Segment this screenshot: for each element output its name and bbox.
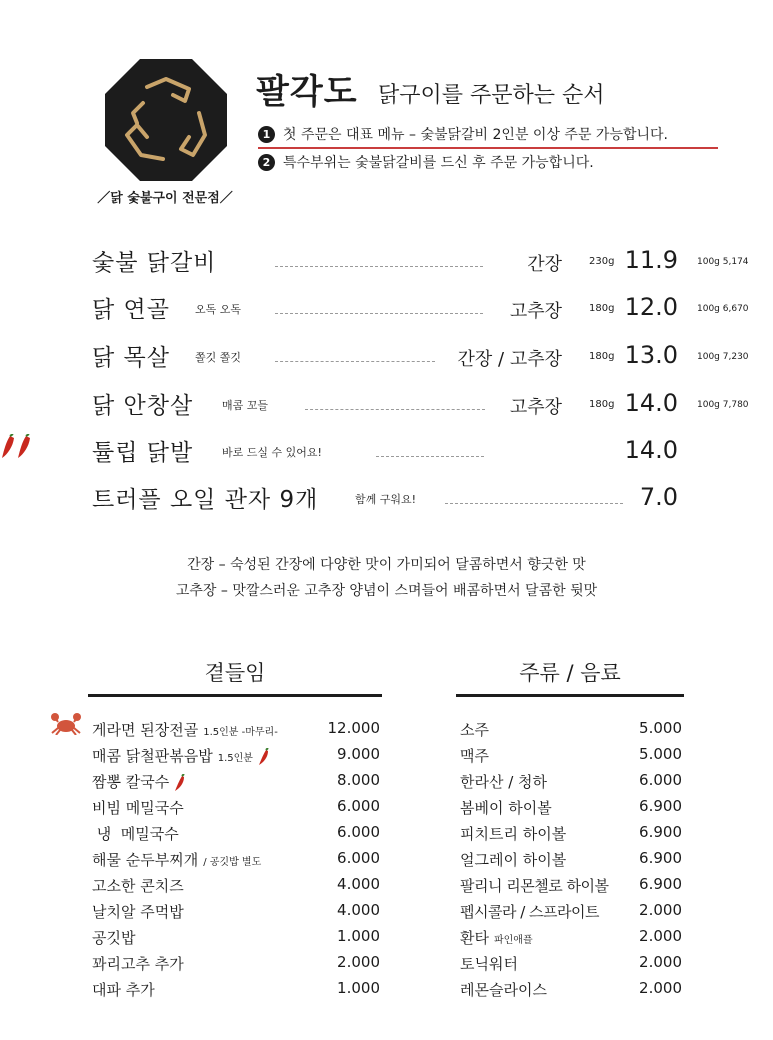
menu-item-note: 오독 오독 [195,303,242,316]
rule-underline [258,147,718,149]
list-item [460,771,682,797]
menu-price-per-100g: 100g 7,230 [697,352,749,362]
menu-row [0,244,773,284]
menu-item-name: 트러플 오일 관자 9개 [92,487,319,513]
menu-row [0,387,773,427]
menu-price: 12.0 [624,293,678,321]
order-rule-1 [258,124,668,144]
section-divider [456,694,684,697]
item-name: 짬뽕 칼국수 [92,773,170,791]
item-name: 날치알 주먹밥 [92,903,184,921]
item-name: 맥주 [460,747,489,765]
list-item [460,901,682,927]
list-item [460,927,682,953]
item-price: 6.000 [337,823,380,841]
list-item [460,719,682,745]
item-note: 1.5인분 -마무리- [203,727,278,738]
item-price: 1.000 [337,927,380,945]
menu-weight: 230g [589,256,615,267]
menu-row [0,339,773,379]
list-item [92,771,380,797]
menu-item-note: 함께 구워요! [355,493,417,506]
menu-price: 14.0 [624,389,678,417]
menu-price-per-100g: 100g 5,174 [697,257,749,267]
rule-text: 첫 주문은 대표 메뉴 – 숯불닭갈비 2인분 이상 주문 가능합니다. [283,127,668,143]
item-name: 꽈리고추 추가 [92,955,184,973]
item-name: 봄베이 하이볼 [460,799,552,817]
menu-price: 11.9 [624,246,678,274]
item-name: 얼그레이 하이볼 [460,851,567,869]
item-price: 6.000 [639,771,682,789]
item-price: 6.000 [337,797,380,815]
item-name: 고소한 콘치즈 [92,877,184,895]
menu-weight: 180g [589,399,615,410]
list-item [460,745,682,771]
menu-sauce: 간장 / 고추장 [457,349,562,370]
item-name: 대파 추가 [92,981,155,999]
menu-item-note: 쫄깃 쫄깃 [195,351,242,364]
list-item [92,745,380,771]
item-price: 2.000 [639,927,682,945]
list-item [92,797,380,823]
list-item [92,823,380,849]
list-item [460,849,682,875]
menu-item-name: 닭 목살 [92,345,170,371]
chili-pepper-icon [173,774,187,792]
leader-dots [376,456,484,457]
item-note: 1.5인분 [217,753,253,764]
menu-weight: 180g [589,351,615,362]
item-price: 5.000 [639,719,682,737]
menu-price-per-100g: 100g 7,780 [697,400,749,410]
list-item [460,797,682,823]
item-note: / 공깃밥 별도 [203,857,262,868]
sauce-note: 고추장 – 맛깔스러운 고추장 양념이 스며들어 배콤하면서 달콤한 뒷맛 [175,583,598,599]
menu-weight: 180g [589,303,615,314]
sauce-note: 간장 – 숙성된 간장에 다양한 맛이 가미되어 달콤하면서 향긋한 맛 [187,557,586,573]
chili-pepper-icon [257,748,271,766]
item-name: 펩시콜라 / 스프라이트 [460,903,600,921]
menu-item-name: 닭 안창살 [92,393,194,419]
item-price: 8.000 [337,771,380,789]
menu-row [0,481,773,521]
rule-number-badge: 1 [258,126,275,143]
crab-icon [50,711,82,735]
item-price: 4.000 [337,875,380,893]
section-title-drinks: 주류 / 음료 [519,661,621,685]
tagline: ／닭 숯불구이 전문점／ [97,191,233,206]
leader-dots [305,409,485,410]
list-item [460,875,682,901]
item-name: 레몬슬라이스 [460,981,547,999]
item-price: 6.000 [337,849,380,867]
leader-dots [445,503,623,504]
item-price: 6.900 [639,797,682,815]
item-price: 1.000 [337,979,380,997]
item-name: 비빔 메밀국수 [92,799,184,817]
leader-dots [275,361,435,362]
menu-sauce: 고추장 [509,301,562,322]
page-subtitle: 닭구이를 주문하는 순서 [378,83,605,108]
list-item [92,719,380,745]
menu-price: 7.0 [639,483,678,511]
section-title-sides: 곁들임 [204,661,266,685]
menu-item-note: 매콤 꼬들 [222,399,269,412]
menu-item-name: 닭 연골 [92,297,170,323]
section-divider [88,694,382,697]
leader-dots [275,313,483,314]
list-item [92,875,380,901]
item-price: 4.000 [337,901,380,919]
list-item [460,953,682,979]
rule-text: 특수부위는 숯불닭갈비를 드신 후 주문 가능합니다. [283,155,594,171]
octagon-logo-icon [103,57,229,183]
menu-row [0,434,773,474]
leader-dots [275,266,483,267]
item-name: 팔리니 리몬첼로 하이볼 [460,877,609,895]
menu-item-name: 튤립 닭발 [92,440,194,466]
menu-row [0,291,773,331]
item-name: 냉 메밀국수 [92,825,179,843]
list-item [92,953,380,979]
menu-price-per-100g: 100g 6,670 [697,304,749,314]
item-price: 2.000 [639,901,682,919]
list-item [460,823,682,849]
item-name: 토닉워터 [460,955,518,973]
rule-number-badge: 2 [258,154,275,171]
brand-title: 팔각도 [256,72,358,112]
list-item [460,979,682,1005]
list-item [92,927,380,953]
item-price: 2.000 [639,953,682,971]
menu-sauce: 고추장 [509,397,562,418]
list-item [92,979,380,1005]
order-rule-2 [258,152,594,172]
item-price: 9.000 [337,745,380,763]
item-price: 2.000 [337,953,380,971]
item-name: 한라산 / 청하 [460,773,548,791]
item-price: 6.900 [639,823,682,841]
menu-sauce: 간장 [527,254,562,275]
menu-price: 14.0 [624,436,678,464]
item-name: 소주 [460,721,489,739]
list-item [92,901,380,927]
menu-item-name: 숯불 닭갈비 [92,250,217,276]
item-name: 매콤 닭철판볶음밥 [92,747,213,765]
item-name: 환타 [460,929,489,947]
item-name: 해물 순두부찌개 [92,851,199,869]
menu-price: 13.0 [624,341,678,369]
item-name: 피치트리 하이볼 [460,825,567,843]
item-price: 2.000 [639,979,682,997]
item-price: 12.000 [327,719,380,737]
item-price: 6.900 [639,849,682,867]
item-price: 6.900 [639,875,682,893]
item-note: 파인애플 [493,935,533,946]
list-item [92,849,380,875]
item-name: 게라면 된장전골 [92,721,199,739]
item-price: 5.000 [639,745,682,763]
menu-item-note: 바로 드실 수 있어요! [222,446,322,459]
item-name: 공깃밥 [92,929,136,947]
chili-pepper-icon [0,434,36,460]
